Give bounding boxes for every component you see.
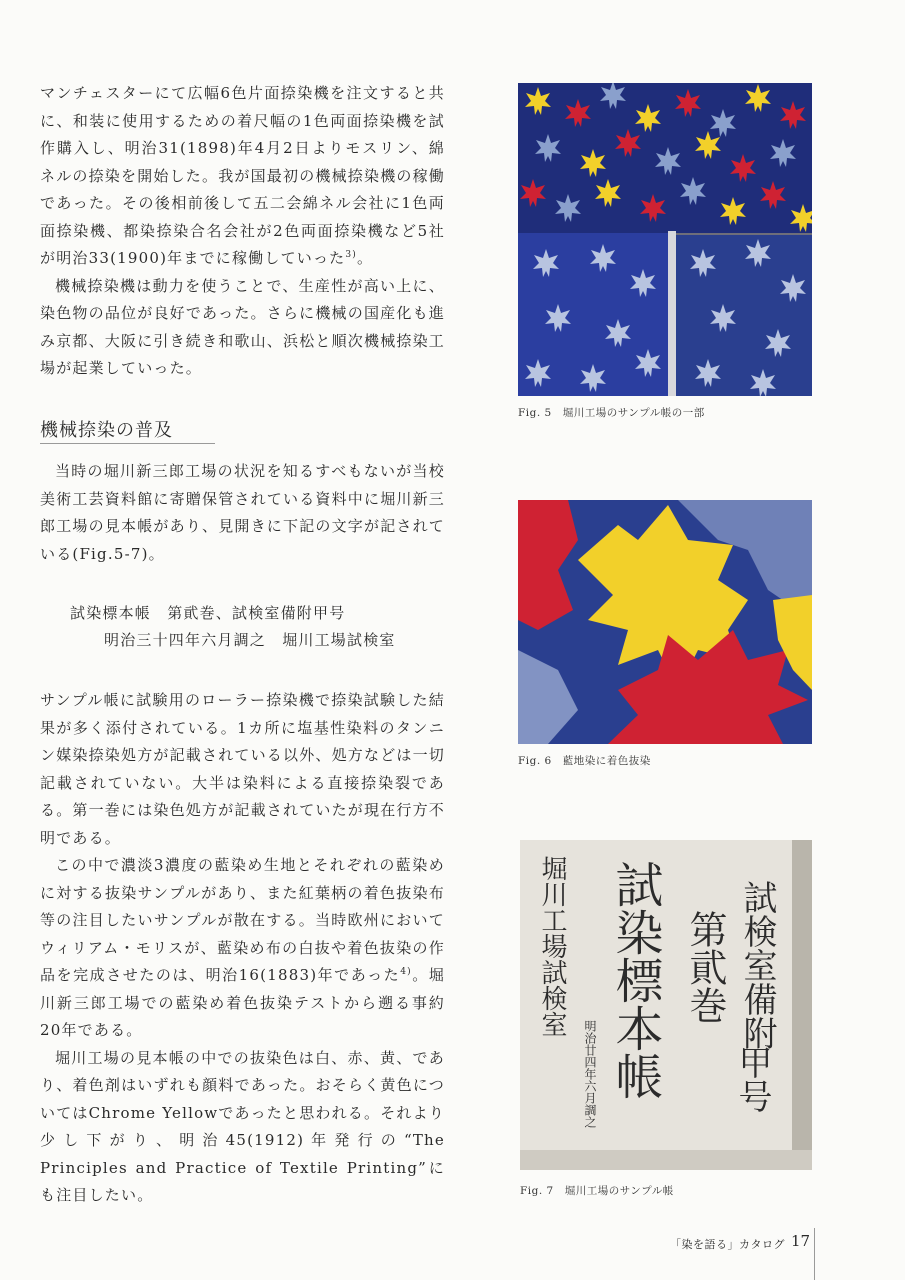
paragraph-2: 機械捺染機は動力を使うことで、生産性が高い上に、染色物の品位が良好であった。さらに機械の国産化も進み京都、大阪に引き続き和歌山、浜松と順次機械捺染工場が起業していった。 (40, 276, 446, 377)
paragraph-4: サンプル帳に試験用のローラー捺染機で捺染試験した結果が多く添付されている。1カ所に塩基性染料のタンニン媒染捺染処方が記載されている以外、処方などは一切記載されていない。大半は染料による直接捺染裂である。第一巻には染色処方が記載されていたが現在行方不明である。 (40, 691, 446, 847)
paragraph-3: 当時の堀川新三郎工場の状況を知るすべもないが当校美術工芸資料館に寄贈保管されている資料中に堀川新三郎工場の見本帳があり、見開きに下記の文字が記されている(Fig.5-7)。 (40, 462, 446, 563)
figure-6-caption: Fig. 6 藍地染に着色抜染 (518, 755, 651, 767)
sample-book-text-center: 試染標本帳 (607, 860, 663, 1100)
sample-book-text-right: 試検室備附 (737, 880, 777, 1050)
figure-5-caption: Fig. 5 堀川工場のサンプル帳の一部 (518, 407, 705, 419)
sample-book-text-left: 堀川工場試検室 (537, 855, 567, 1037)
paragraph-1: マンチェスターにて広幅6色片面捺染機を注文すると共に、和装に使用するための着尺幅の1色両面捺染機を試作購入し、明治31(1898)年4月2日よりモスリン、綿ネルの捺染を開始した。我が国最初の機械捺染機の稼働であった。その後相前後して五二会綿ネル会社に1色両面捺染機、都染捺染合名会社が2色両面捺染機など5社が明治33(1900)年までに稼働していった$^{3)}$。 (40, 84, 446, 267)
maple-sample-swatches (518, 83, 812, 396)
body-text (40, 687, 445, 1210)
sample-book-title-page (520, 840, 812, 1170)
quote-line-1: 試染標本帳 第貮巻、試検室備附甲号 (70, 604, 346, 622)
discharge-print-closeup (518, 500, 812, 744)
figure-7-caption: Fig. 7 堀川工場のサンプル帳 (520, 1185, 674, 1197)
sample-book-text-small: 明治廿四年六月調之 (583, 1020, 597, 1128)
intro-text (40, 80, 445, 383)
footnote-ref-4: 4) (400, 967, 412, 977)
footnote-ref-3: 3) (345, 250, 358, 260)
footer-divider (814, 1228, 815, 1280)
sample-book-text-right-2: 甲号 (732, 1045, 772, 1113)
catalog-title: 「染を語る」カタログ (670, 1238, 785, 1251)
sample-book-text-mid: 第貮巻 (683, 910, 727, 1024)
figure-7-photo (520, 840, 812, 1170)
quote-line-2: 明治三十四年六月調之 堀川工場試検室 (104, 631, 396, 649)
section-title: 機械捺染の普及 (40, 420, 173, 441)
section-divider (40, 443, 215, 444)
page-number: 17 (791, 1232, 811, 1250)
paragraph-6: 堀川工場の見本帳の中での抜染色は白、赤、黄、であり、着色剤はいずれも顔料であった。おそらく黄色についてはChrome Yellowであったと思われる。それより少し下がり、明治45(1912)年発行の“The Principles and Practice of Textile Printing”にも注目したい。 (40, 1048, 445, 1204)
paragraph-5: この中で濃淡3濃度の藍染め生地とそれぞれの藍染めに対する抜染サンプルがあり、また紅葉柄の着色抜染布等の注目したいサンプルが散在する。当時欧州においてウィリアム・モリスが、藍染め布の白抜や着色抜染の作品を完成させたのは、明治16(1883)年であった$^{4)}$。堀川新三郎工場での藍染め着色抜染テストから遡る事約20年である。 (40, 856, 445, 1039)
figure-5-photo (518, 83, 812, 396)
figure-6-photo (518, 500, 812, 744)
section-text (40, 458, 445, 568)
